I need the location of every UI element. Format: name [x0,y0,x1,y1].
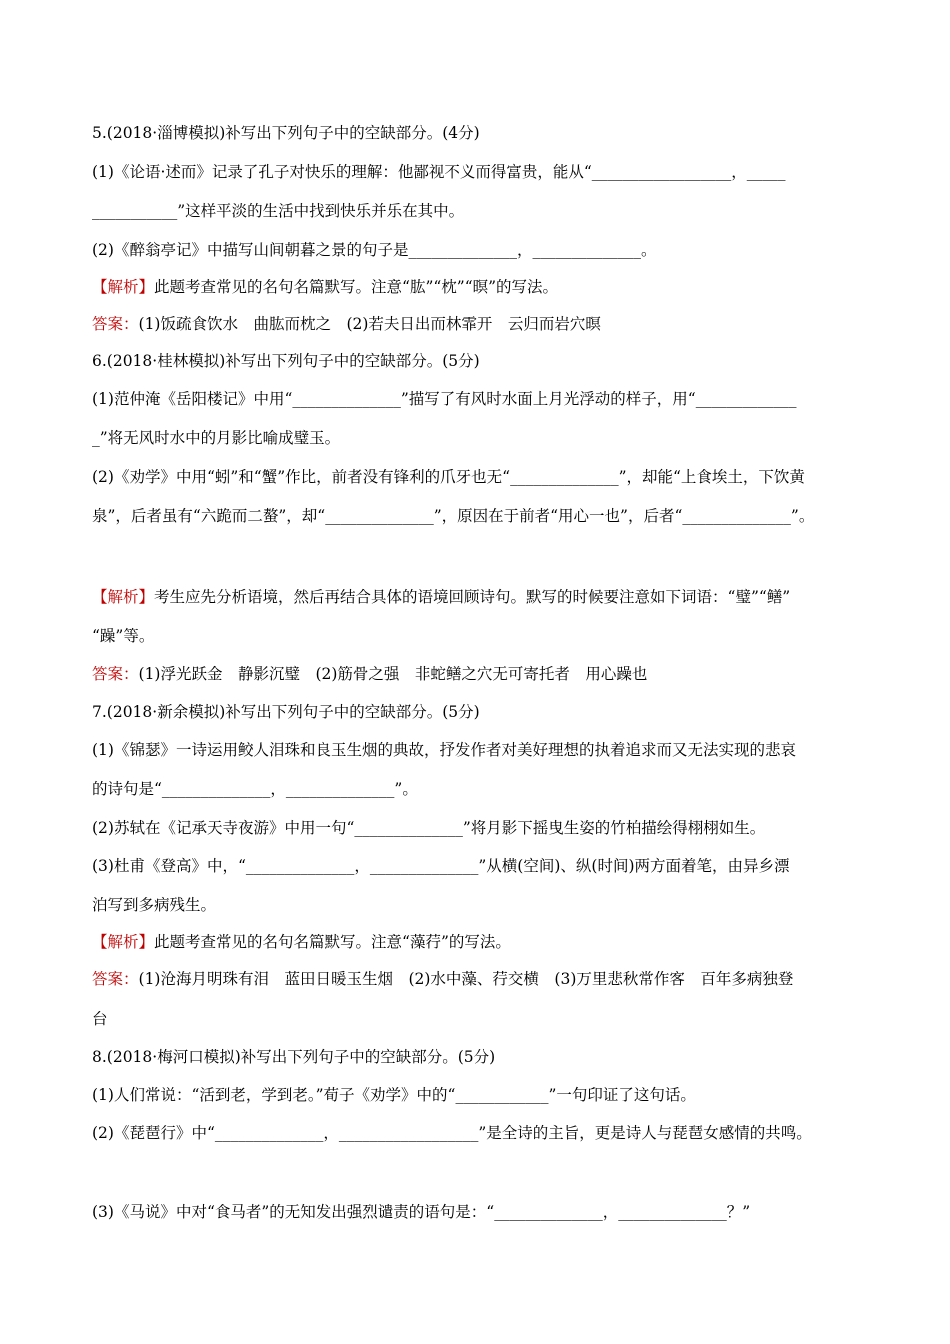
question-6-analysis [92,590,882,606]
question-8-part-1: (1)人们常说：“活到老，学到老。”荀子《劝学》中的“____________”一句印证了这句话。 [92,1086,696,1104]
question-5-analysis [92,280,882,296]
question-7-part-1-cont: 的诗句是“______________，______________”。 [92,780,418,798]
analysis-tag: 【解析】 [92,933,155,951]
question-6-answer [92,667,882,683]
answer-text: (1)饭疏食饮水 曲肱而枕之 (2)若夫日出而林霏开 云归而岩穴暝 [138,315,601,333]
answer-tag: 答案： [92,665,139,683]
answer-text: (1)沧海月明珠有泪 蓝田日暖玉生烟 (2)水中藻、荇交横 (3)万里悲秋常作客 百年多病独登 [138,970,794,988]
question-7-part-2: (2)苏轼在《记承天寺夜游》中用一句“______________”将月影下摇曳生姿的竹柏描绘得栩栩如生。 [92,819,766,837]
question-6-part-2: (2)《劝学》中用“蚓”和“蟹”作比，前者没有锋利的爪牙也无“______________”，却能“上食埃土，下饮黄 [92,468,805,486]
question-6-part-1-cont: _”将无风时水中的月影比喻成璧玉。 [92,429,341,447]
question-6-part-2-cont: 泉”，后者虽有“六跪而二螯”，却“______________”，原因在于前者“用心一也”，后者“______________”。 [92,507,815,525]
question-8-part-2: (2)《琵琶行》中“______________，__________________”是全诗的主旨，更是诗人与琵琶女感情的共鸣。 [92,1124,812,1142]
answer-tag: 答案： [92,970,139,988]
question-5-title: 5.(2018·淄博模拟)补写出下列句子中的空缺部分。(4分) [92,124,480,142]
question-7-part-3: (3)杜甫《登高》中，“______________，______________”从横(空间)、纵(时间)两方面着笔，由异乡漂 [92,857,790,875]
question-7-part-1: (1)《锦瑟》一诗运用鲛人泪珠和良玉生烟的典故，抒发作者对美好理想的执着追求而又无法实现的悲哀 [92,741,796,759]
question-7-analysis [92,935,882,951]
question-7-answer-cont: 台 [92,1010,108,1028]
question-6-part-1: (1)范仲淹《岳阳楼记》中用“______________”描写了有风时水面上月光浮动的样子，用“_____________ [92,390,797,408]
question-8-part-3: (3)《马说》中对“食马者”的无知发出强烈谴责的语句是：“______________，______________？” [92,1203,751,1221]
question-7-title: 7.(2018·新余模拟)补写出下列句子中的空缺部分。(5分) [92,703,480,721]
question-7-part-3-cont: 泊写到多病残生。 [92,896,217,914]
analysis-tag: 【解析】 [92,278,155,296]
question-5-part-2: (2)《醉翁亭记》中描写山间朝暮之景的句子是______________，______________。 [92,241,657,259]
question-5-answer [92,317,882,333]
analysis-text: 此题考查常见的名句名篇默写。注意“肱”“枕”“暝”的写法。 [154,278,559,296]
analysis-tag: 【解析】 [92,588,155,606]
analysis-text: 此题考查常见的名句名篇默写。注意“藻荇”的写法。 [154,933,511,951]
question-6-analysis-cont: “躁”等。 [92,627,155,645]
analysis-text: 考生应先分析语境，然后再结合具体的语境回顾诗句。默写的时候要注意如下词语：“璧”“鳝” [154,588,791,606]
question-6-title: 6.(2018·桂林模拟)补写出下列句子中的空缺部分。(5分) [92,352,480,370]
question-5-part-1: (1)《论语·述而》记录了孔子对快乐的理解：他鄙视不义而得富贵，能从“__________________，_____ [92,163,786,181]
question-5-part-1-cont: ___________”这样平淡的生活中找到快乐并乐在其中。 [92,202,465,220]
question-8-title: 8.(2018·梅河口模拟)补写出下列句子中的空缺部分。(5分) [92,1048,496,1066]
answer-text: (1)浮光跃金 静影沉璧 (2)筋骨之强 非蛇鳝之穴无可寄托者 用心躁也 [138,665,648,683]
question-7-answer [92,972,882,988]
answer-tag: 答案： [92,315,139,333]
